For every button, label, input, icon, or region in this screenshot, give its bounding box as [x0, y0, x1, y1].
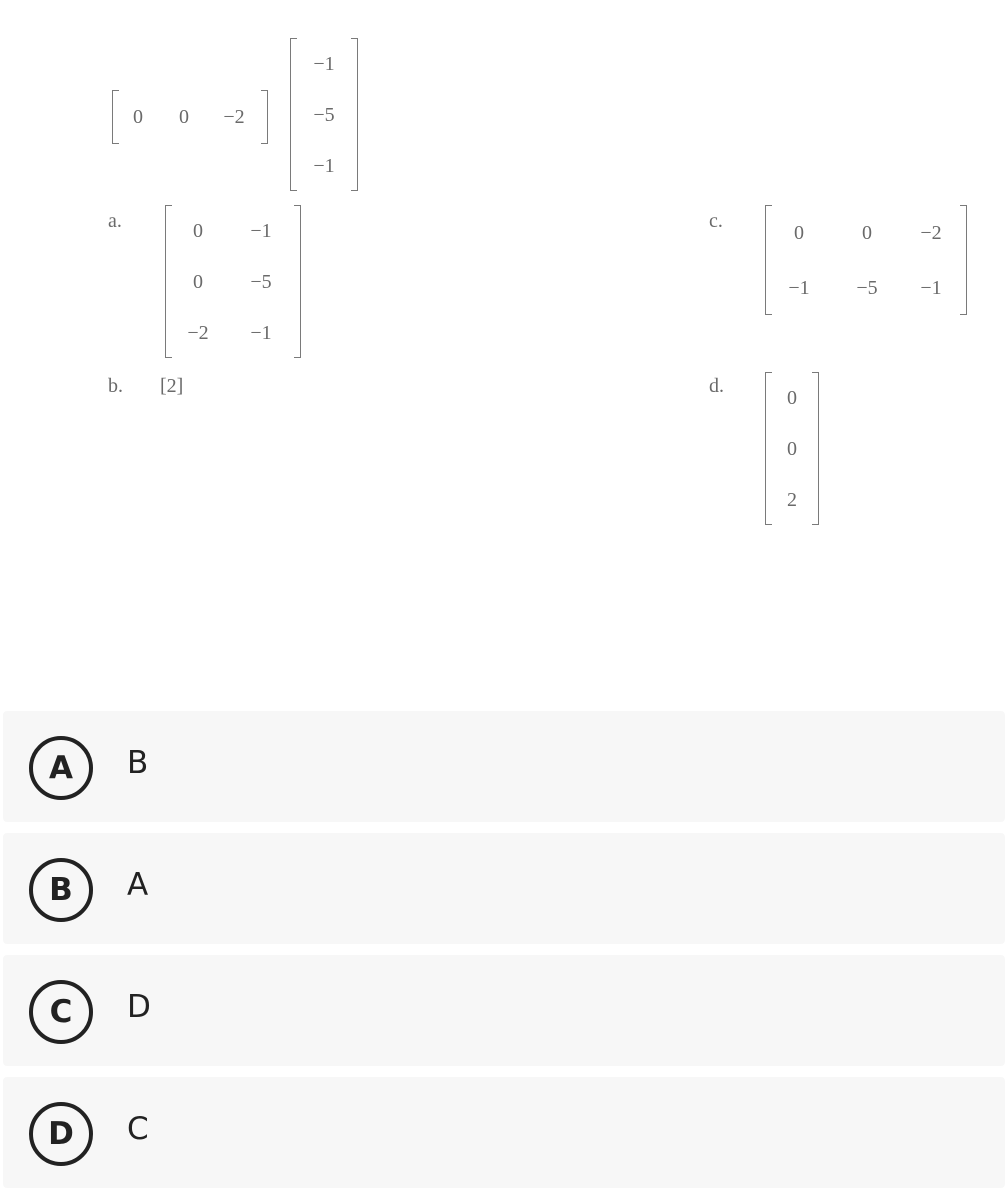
option-text: C: [127, 1111, 149, 1147]
matrix-entry: 0: [787, 437, 797, 460]
right-bracket: [812, 372, 819, 525]
choice-d-label: d.: [709, 375, 724, 397]
matrix-entry: −1: [920, 276, 942, 299]
left-bracket: [765, 205, 772, 315]
matrix-entry: 0: [787, 386, 797, 409]
option-b[interactable]: [3, 833, 1005, 944]
option-a[interactable]: [3, 711, 1005, 822]
left-bracket: [112, 90, 119, 144]
option-letter-badge: C: [29, 980, 93, 1044]
column-vector-matrix: [290, 38, 358, 191]
matrix-entry: −2: [187, 321, 209, 344]
choice-a-matrix: [165, 205, 301, 358]
matrix-entry: −1: [313, 52, 335, 75]
matrix-entry: 0: [193, 270, 203, 293]
option-text: B: [127, 745, 149, 781]
option-letter-badge: D: [29, 1102, 93, 1166]
choice-b-label: b.: [108, 375, 123, 397]
option-d[interactable]: [3, 1077, 1005, 1188]
row-vector-matrix: [112, 90, 268, 144]
matrix-entry: 0: [193, 219, 203, 242]
left-bracket: [165, 205, 172, 358]
matrix-entry: −5: [856, 276, 878, 299]
choice-d-matrix: [765, 372, 819, 525]
matrix-entry: 0: [133, 106, 143, 128]
matrix-entry: 0: [179, 106, 189, 128]
matrix-entry: −2: [920, 221, 942, 244]
matrix-entry: −1: [788, 276, 810, 299]
choice-c-label: c.: [709, 210, 723, 232]
matrix-entry: −1: [313, 154, 335, 177]
right-bracket: [261, 90, 268, 144]
matrix-entry: −2: [223, 106, 245, 128]
option-letter-badge: B: [29, 858, 93, 922]
option-text: A: [127, 867, 149, 903]
right-bracket: [294, 205, 301, 358]
matrix-entry: −1: [250, 321, 272, 344]
right-bracket: [960, 205, 967, 315]
option-text: D: [127, 989, 151, 1025]
choice-b-value: [2]: [160, 375, 184, 397]
right-bracket: [351, 38, 358, 191]
matrix-entry: −5: [250, 270, 272, 293]
option-c[interactable]: [3, 955, 1005, 1066]
matrix-entry: 0: [794, 221, 804, 244]
left-bracket: [765, 372, 772, 525]
matrix-entry: 2: [787, 488, 797, 511]
matrix-entry: −5: [313, 103, 335, 126]
matrix-entry: 0: [862, 221, 872, 244]
left-bracket: [290, 38, 297, 191]
choice-a-label: a.: [108, 210, 122, 232]
matrix-entry: −1: [250, 219, 272, 242]
choice-c-matrix: [765, 205, 967, 315]
option-letter-badge: A: [29, 736, 93, 800]
